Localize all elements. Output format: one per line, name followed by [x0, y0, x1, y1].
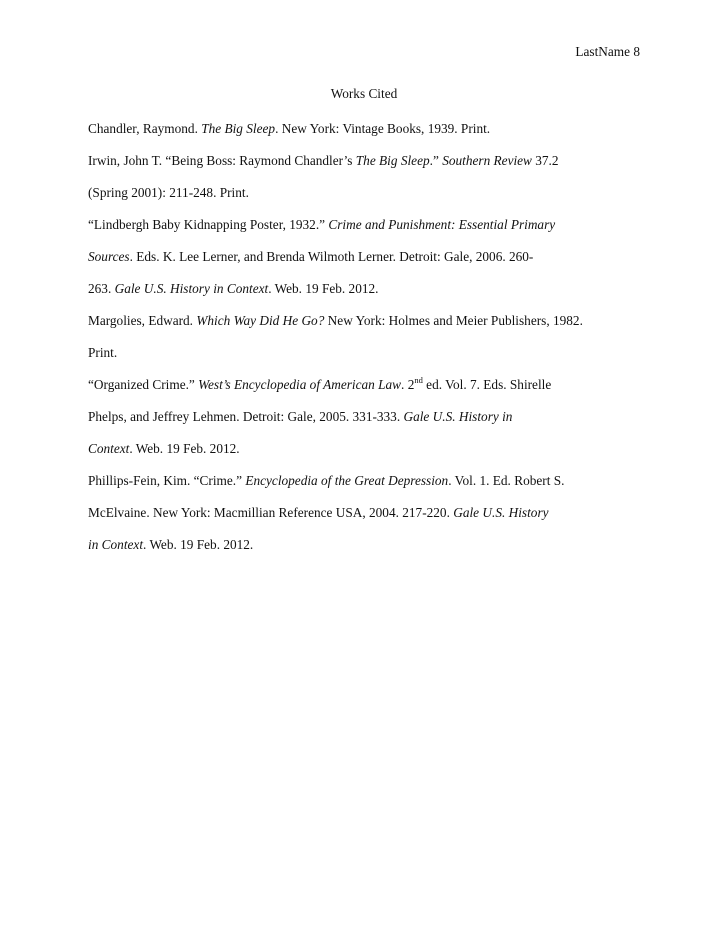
citation-text: (Spring 2001): 211-248. Print.: [88, 185, 249, 200]
citation-text: “Lindbergh Baby Kidnapping Poster, 1932.”: [88, 217, 329, 232]
citation-line: [88, 401, 648, 433]
citation-entry: [88, 145, 648, 209]
citation-title: Encyclopedia of the Great Depression: [245, 473, 449, 488]
citation-title: West’s Encyclopedia of American Law: [198, 377, 402, 392]
works-cited-list: [88, 113, 648, 561]
citation-text: . New York: Vintage Books, 1939. Print.: [275, 121, 491, 136]
citation-text: .”: [429, 153, 443, 168]
citation-text: . Web. 19 Feb. 2012.: [143, 537, 254, 552]
citation-line: [88, 497, 648, 529]
citation-text: Phelps, and Jeffrey Lehmen. Detroit: Gale, 2005. 331-333.: [88, 409, 404, 424]
citation-line: [88, 113, 648, 145]
citation-text: . Web. 19 Feb. 2012.: [268, 281, 379, 296]
citation-text: 37.2: [531, 153, 559, 168]
citation-text: . 2: [401, 377, 415, 392]
citation-text: Print.: [88, 345, 118, 360]
citation-text: Margolies, Edward.: [88, 313, 197, 328]
citation-database: Context: [88, 441, 130, 456]
citation-title: The Big Sleep: [355, 153, 430, 168]
citation-title: The Big Sleep: [201, 121, 276, 136]
page-title: Works Cited: [330, 86, 398, 101]
citation-text: McElvaine. New York: Macmillian Reference USA, 2004. 217-220.: [88, 505, 454, 520]
citation-title: Sources: [88, 249, 130, 264]
citation-text: Irwin, John T. “Being Boss: Raymond Chandler’s: [88, 153, 356, 168]
citation-text: . Vol. 1. Ed. Robert S.: [448, 473, 565, 488]
citation-entry: [88, 369, 648, 465]
citation-line: [88, 529, 648, 561]
citation-line: [88, 305, 648, 337]
citation-entry: [88, 465, 648, 561]
citation-entry: [88, 113, 648, 145]
citation-line: [88, 273, 648, 305]
citation-line: [88, 337, 648, 369]
citation-database: in Context: [88, 537, 144, 552]
citation-text: Phillips-Fein, Kim. “Crime.”: [88, 473, 246, 488]
citation-database: Gale U.S. History: [453, 505, 549, 520]
citation-line: [88, 209, 648, 241]
citation-text: ed. Vol. 7. Eds. Shirelle: [422, 377, 552, 392]
citation-text: “Organized Crime.”: [88, 377, 199, 392]
citation-entry: [88, 305, 648, 369]
citation-line: [88, 369, 648, 401]
citation-title: Which Way Did He Go?: [196, 313, 325, 328]
citation-text: Chandler, Raymond.: [88, 121, 202, 136]
citation-entry: [88, 209, 648, 305]
running-head: LastName 8: [575, 44, 640, 59]
citation-text: . Eds. K. Lee Lerner, and Brenda Wilmoth Lerner. Detroit: Gale, 2006. 260-: [129, 249, 534, 264]
citation-title: Crime and Punishment: Essential Primary: [328, 217, 556, 232]
citation-line: [88, 241, 648, 273]
citation-journal: Southern Review: [442, 153, 532, 168]
citation-line: [88, 177, 648, 209]
citation-text: . Web. 19 Feb. 2012.: [129, 441, 240, 456]
citation-database: Gale U.S. History in Context: [114, 281, 269, 296]
citation-text: 263.: [88, 281, 115, 296]
citation-text: New York: Holmes and Meier Publishers, 1982.: [324, 313, 583, 328]
citation-line: [88, 433, 648, 465]
citation-superscript: nd: [414, 375, 423, 385]
citation-line: [88, 145, 648, 177]
citation-database: Gale U.S. History in: [403, 409, 513, 424]
citation-line: [88, 465, 648, 497]
